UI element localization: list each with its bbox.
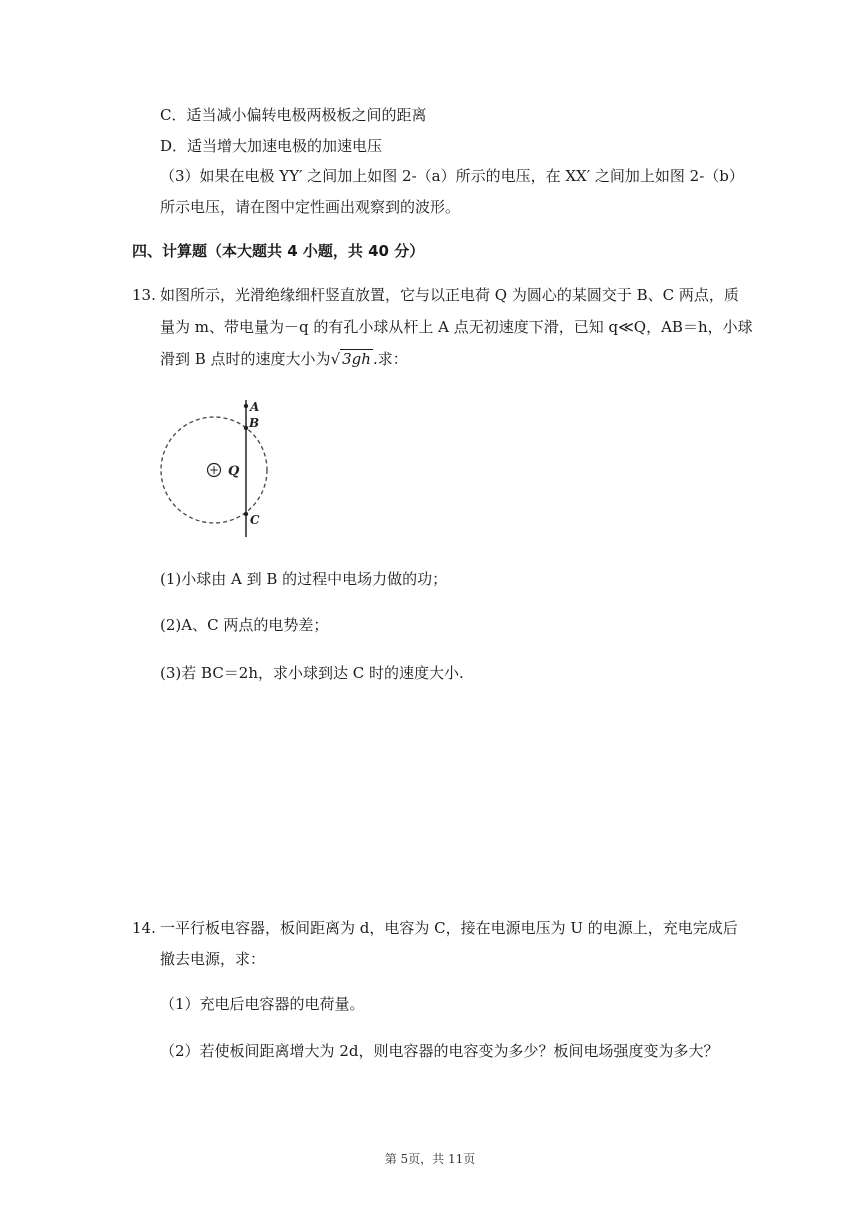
sqrt-expression: √ 3gh bbox=[330, 350, 371, 368]
q12-part3-line1: （3）如果在电极 YY′ 之间加上如图 2-（a）所示的电压，在 XX′ 之间加上如图 2-（b） bbox=[160, 167, 744, 185]
point-b-dot bbox=[244, 426, 248, 430]
label-c: C bbox=[250, 513, 260, 527]
q13-line2: 量为 m、带电量为－q 的有孔小球从杆上 A 点无初速度下滑，已知 q≪Q，AB＝h，小球 bbox=[160, 318, 753, 336]
q14-sub1: （1）充电后电容器的电荷量。 bbox=[160, 995, 365, 1013]
sqrt-radicand: 3gh bbox=[342, 350, 371, 368]
plus-sign: + bbox=[208, 463, 220, 477]
q13-line3 bbox=[160, 348, 408, 370]
q14-sub2: （2）若使板间距离增大为 2d，则电容器的电容变为多少？板间电场强度变为多大？ bbox=[160, 1042, 719, 1060]
question-number-14: 14. bbox=[132, 919, 156, 937]
section-title: 四、计算题（本大题共 4 小题，共 40 分） bbox=[132, 242, 425, 260]
q14-line1: 一平行板电容器，板间距离为 d，电容为 C，接在电源电压为 U 的电源上，充电完成后 bbox=[160, 919, 738, 937]
label-a: A bbox=[250, 400, 260, 414]
option-d: D．适当增大加速电极的加速电压 bbox=[160, 137, 383, 155]
label-b: B bbox=[249, 416, 260, 430]
label-q: Q bbox=[228, 464, 240, 479]
charge-rod-figure bbox=[150, 395, 280, 543]
q14-line2: 撤去电源，求： bbox=[160, 950, 266, 968]
q13-line1: 如图所示，光滑绝缘细杆竖直放置，它与以正电荷 Q 为圆心的某圆交于 B、C 两点，质 bbox=[160, 286, 739, 304]
point-c-dot bbox=[244, 512, 248, 516]
q13-line3-end: .求： bbox=[372, 350, 408, 368]
q12-part3-line2: 所示电压，请在图中定性画出观察到的波形。 bbox=[160, 198, 461, 216]
page-footer: 第 5页，共 11页 bbox=[384, 1152, 476, 1166]
question-number-13: 13. bbox=[132, 286, 156, 304]
q13-line3-text: 滑到 B 点时的速度大小为 bbox=[160, 350, 331, 368]
q13-sub3: (3)若 BC＝2h，求小球到达 C 时的速度大小. bbox=[160, 664, 464, 682]
q13-sub2: (2)A、C 两点的电势差； bbox=[160, 616, 329, 634]
q13-sub1: (1)小球由 A 到 B 的过程中电场力做的功； bbox=[160, 570, 448, 588]
option-c: C．适当减小偏转电极两极板之间的距离 bbox=[160, 106, 427, 124]
point-a-dot bbox=[244, 404, 248, 408]
